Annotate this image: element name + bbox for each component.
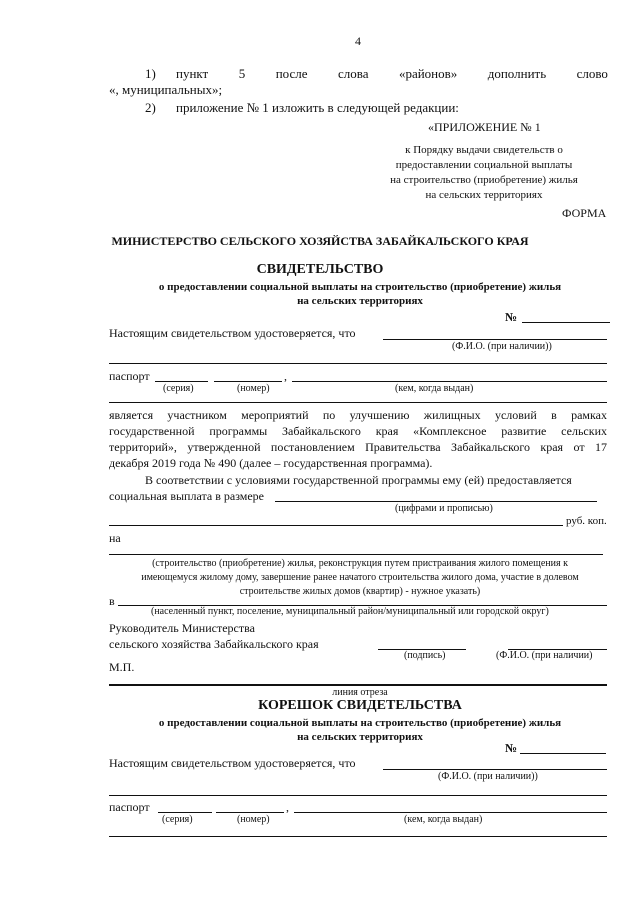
stub-number-line	[520, 753, 606, 754]
certificate-number-sign: №	[505, 310, 518, 324]
purpose-caption-line: (строительство (приобретение) жилья, реконструкция путем пристраивания жилого помещения к	[152, 558, 568, 569]
series-caption: (серия)	[163, 383, 194, 394]
amend-item1-num: 1)	[145, 66, 156, 81]
stub-fio-caption: (Ф.И.О. (при наличии))	[438, 771, 538, 782]
fio-caption: (Ф.И.О. (при наличии))	[452, 341, 552, 352]
para2-line2: социальная выплата в размере	[109, 489, 265, 503]
appendix-line: на сельских территориях	[425, 189, 543, 201]
appendix-title: «ПРИЛОЖЕНИЕ № 1	[428, 120, 541, 134]
certificate-subtitle1: о предоставлении социальной выплаты на строительство (приобретение) жилья	[158, 281, 562, 293]
stub-extra-line	[109, 836, 607, 837]
fio-line-2	[109, 363, 607, 364]
form-label: ФОРМА	[562, 206, 607, 220]
place-caption: (населенный пункт, поселение, муниципальный район/муниципальный или городской округ)	[151, 606, 549, 617]
passport-label: паспорт	[109, 369, 150, 383]
rub-label: руб. коп.	[566, 515, 607, 527]
paragraph-line: территорий», утвержденной постановлением Правительства Забайкальского края от 17	[109, 440, 607, 454]
amend-word: пункт	[176, 66, 209, 81]
stub-series-caption: (серия)	[162, 814, 193, 825]
appendix-text	[368, 143, 600, 203]
na-label: на	[109, 531, 121, 545]
amend-word: «районов»	[398, 66, 458, 81]
certificate-number-line	[522, 322, 610, 323]
amend-item1-words	[176, 66, 608, 82]
passport-comma: ,	[284, 369, 287, 383]
appendix-line: на строительство (приобретение) жилья	[390, 174, 578, 186]
passport-series-line	[155, 381, 208, 382]
amend-word: дополнить	[487, 66, 547, 81]
amend-item1-cont: «, муниципальных»;	[109, 82, 223, 97]
ministry-title: МИНИСТЕРСТВО СЕЛЬСКОГО ХОЗЯЙСТВА ЗАБАЙКАЛЬСКОГО КРАЯ	[111, 234, 529, 248]
amend-word: слово	[576, 66, 608, 81]
certificate-subtitle2: на сельских территориях	[297, 295, 423, 307]
purpose-caption-line: строительстве жилых домов (квартир) - нужное указать)	[239, 586, 481, 597]
appendix-line: к Порядку выдачи свидетельств о	[405, 144, 563, 156]
stub-fio-line-2	[109, 795, 607, 796]
stub-number-sign: №	[505, 741, 518, 755]
purpose-caption-line: имеющемуся жилому дому, завершение ранее начатого строительства жилого дома, участие в долевом	[141, 572, 579, 583]
stub-title: КОРЕШОК СВИДЕТЕЛЬСТВА	[258, 698, 462, 713]
number-caption: (номер)	[237, 383, 270, 394]
stamp-label: М.П.	[109, 660, 135, 674]
stub-subtitle2: на сельских территориях	[297, 731, 423, 743]
v-label: в	[109, 594, 115, 608]
stub-number-line-2	[216, 812, 284, 813]
fio-line	[383, 339, 607, 340]
amend-word: слова	[337, 66, 369, 81]
cut-line-label: линия отреза	[332, 687, 388, 698]
passport-extra-line	[109, 402, 607, 403]
participant-paragraph	[109, 407, 607, 471]
para2-line1: В соответствии с условиями государственной программы ему (ей) предоставляется	[145, 473, 572, 487]
amend-item2-num: 2)	[145, 100, 156, 115]
paragraph-line: государственной программы Забайкальского края «Комплексное развитие сельских	[109, 424, 607, 438]
head-line2: сельского хозяйства Забайкальского края	[109, 637, 319, 651]
cut-line	[109, 684, 607, 686]
stub-subtitle1: о предоставлении социальной выплаты на строительство (приобретение) жилья	[158, 717, 562, 729]
passport-issued-line	[292, 381, 607, 382]
stub-series-line	[158, 812, 212, 813]
head-line1: Руководитель Министерства	[109, 621, 255, 635]
stub-fio-line	[383, 769, 607, 770]
head-fio-caption: (Ф.И.О. (при наличии)	[496, 650, 593, 661]
amend-item2-text: приложение № 1 изложить в следующей редакции:	[176, 100, 459, 115]
paragraph-line: декабря 2019 года № 490 (далее – государственная программа).	[109, 456, 433, 470]
amount-line-2	[109, 525, 563, 526]
stub-passport-comma: ,	[286, 800, 289, 814]
stub-certify-text: Настоящим свидетельством удостоверяется, что	[109, 756, 356, 770]
appendix-line: предоставлении социальной выплаты	[395, 159, 573, 171]
stub-number-caption: (номер)	[237, 814, 270, 825]
issued-caption: (кем, когда выдан)	[395, 383, 474, 394]
stub-issued-caption: (кем, когда выдан)	[404, 814, 483, 825]
paragraph-line: является участником мероприятий по улучшению жилищных условий в рамках	[109, 408, 607, 422]
stub-issued-line	[294, 812, 607, 813]
page-number: 4	[355, 34, 361, 48]
certify-text: Настоящим свидетельством удостоверяется, что	[109, 326, 356, 340]
passport-number-line	[214, 381, 282, 382]
amount-caption: (цифрами и прописью)	[395, 503, 493, 514]
certificate-title: СВИДЕТЕЛЬСТВО	[256, 262, 384, 277]
signature-caption: (подпись)	[404, 650, 446, 661]
amount-line	[275, 501, 597, 502]
amend-word: 5	[238, 66, 246, 81]
purpose-caption	[0, 557, 640, 599]
purpose-line	[109, 554, 603, 555]
stub-passport-label: паспорт	[109, 800, 150, 814]
amend-word: после	[275, 66, 308, 81]
